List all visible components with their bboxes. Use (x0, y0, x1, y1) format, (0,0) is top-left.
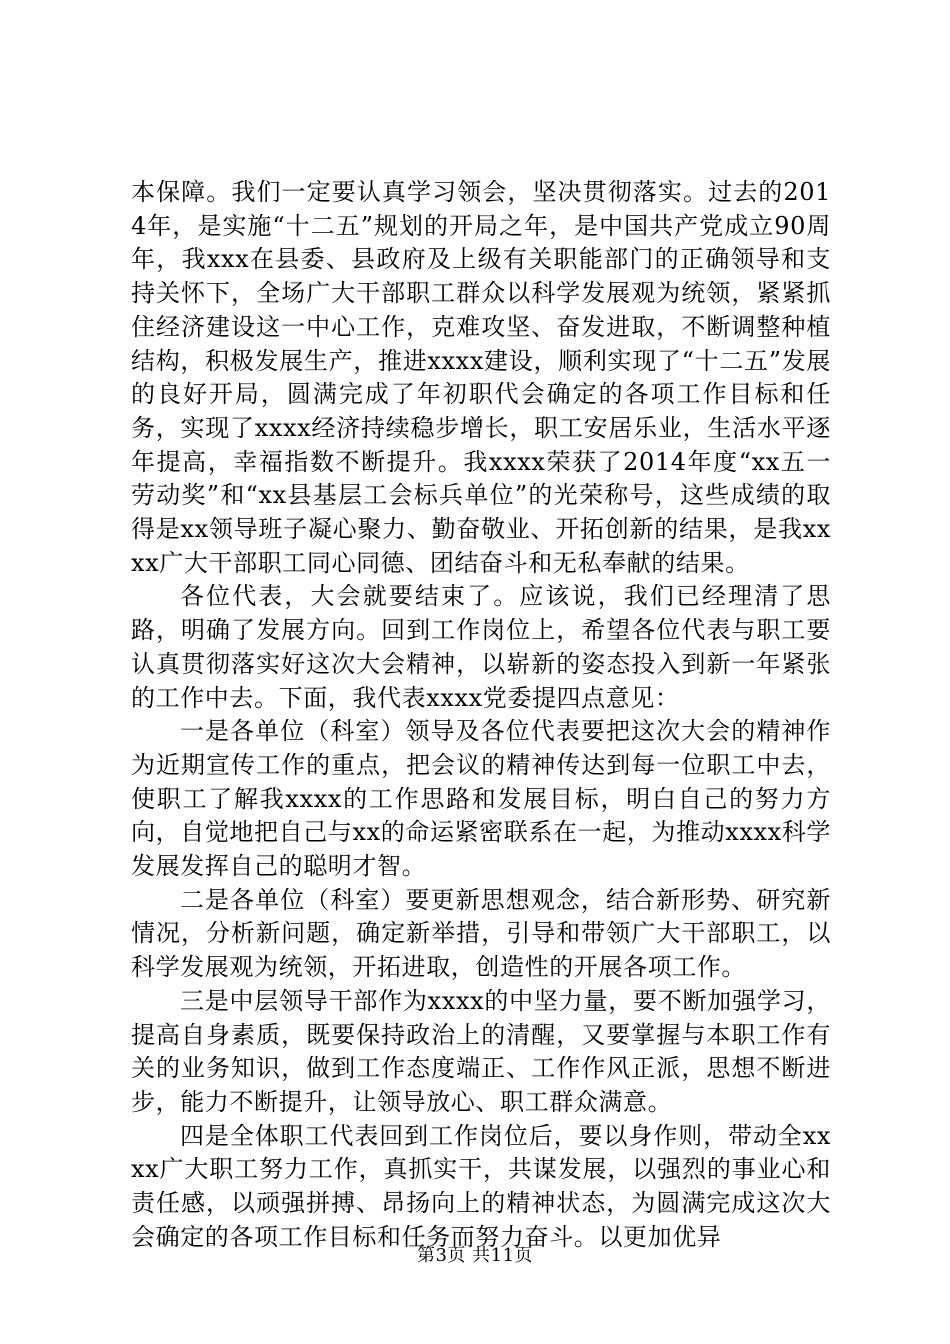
paragraph-3: 一是各单位（科室）领导及各位代表要把这次大会的精神作为近期宣传工作的重点，把会议的精神传达到每一位职工中去，使职工了解我xxxx的工作思路和发展目标，明白自己的努力方向，自觉地把自己与xx的命运紧密联系在一起，为推动xxxx科学发展发挥自己的聪明才智。 (131, 717, 831, 881)
page-number-footer: 第3页 共11页 (416, 1245, 534, 1266)
paragraph-1: 本保障。我们一定要认真学习领会，坚决贯彻落实。过去的2014年，是实施“十二五”规划的开局之年，是中国共产党成立90周年，我xxx在县委、县政府及上级有关职能部门的正确领导和支持关怀下，全场广大干部职工群众以科学发展观为统领，紧紧抓住经济建设这一中心工作，克难攻坚、奋发进取，不断调整种植结构，积极发展生产，推进xxxx建设，顺利实现了“十二五”发展的良好开局，圆满完成了年初职代会确定的各项工作目标和任务，实现了xxxx经济持续稳步增长，职工安居乐业，生活水平逐年提高，幸福指数不断提升。我xxxx荣获了2014年度“xx五一劳动奖”和“xx县基层工会标兵单位”的光荣称号，这些成绩的取得是xx领导班子凝心聚力、勤奋敬业、开拓创新的结果，是我xxxx广大干部职工同心同德、团结奋斗和无私奉献的结果。 (131, 178, 831, 577)
paragraph-5: 三是中层领导干部作为xxxx的中坚力量，要不断加强学习，提高自身素质，既要保持政治上的清醒，又要掌握与本职工作有关的业务知识，做到工作态度端正、工作作风正派，思想不断进步，能力不断提升，让领导放心、职工群众满意。 (131, 986, 831, 1116)
paragraph-2: 各位代表，大会就要结束了。应该说，我们已经理清了思路，明确了发展方向。回到工作岗位上，希望各位代表与职工要认真贯彻落实好这次大会精神，以崭新的姿态投入到新一年紧张的工作中去。下面，我代表xxxx党委提四点意见： (131, 582, 831, 712)
paragraph-6: 四是全体职工代表回到工作岗位后，要以身作则，带动全xxxx广大职工努力工作，真抓实干，共谋发展，以强烈的事业心和责任感，以顽强拼搏、昂扬向上的精神状态，为圆满完成这次大会确定的各项工作目标和任务而努力奋斗。以更加优异 (131, 1121, 831, 1251)
document-body (131, 176, 831, 1255)
paragraph-4: 二是各单位（科室）要更新思想观念，结合新形势、研究新情况，分析新问题，确定新举措，引导和带领广大干部职工，以科学发展观为统领，开拓进取，创造性的开展各项工作。 (131, 885, 831, 982)
